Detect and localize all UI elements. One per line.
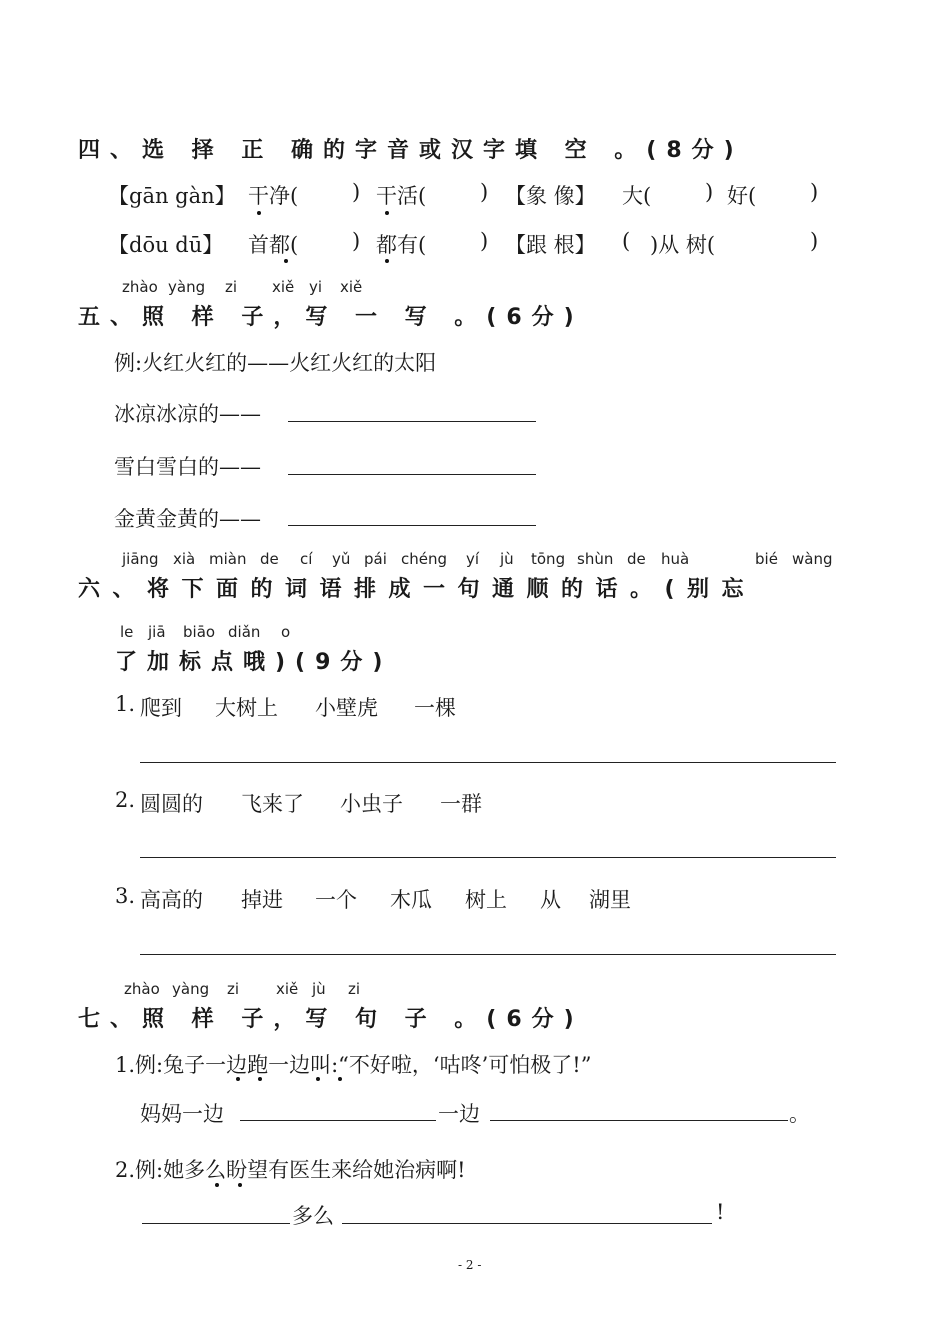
- prompt-end: !: [716, 1200, 725, 1224]
- word-chip: 小虫子: [340, 792, 403, 816]
- section-5-heading: 五、照 样 子，写 一 写 。(6分): [78, 305, 584, 330]
- word-chip: 飞来了: [241, 792, 304, 816]
- word-with-blank: 好(: [727, 184, 757, 208]
- word-chip: 湖里: [589, 888, 631, 912]
- emphasis-dot: [258, 1077, 262, 1081]
- answer-line[interactable]: [240, 1120, 436, 1121]
- prompt-start: 妈妈一边: [140, 1102, 224, 1126]
- answer-line[interactable]: [140, 857, 836, 858]
- section-4-heading: 四、选 择 正 确的字音或汉字填 空 。(8分): [78, 138, 744, 163]
- emphasis-dot: [385, 211, 389, 215]
- word-chip: 从: [540, 888, 561, 912]
- word-with-blank: 干活(: [376, 184, 427, 208]
- word-chip: 小壁虎: [315, 696, 378, 720]
- section-7-heading: 七、照 样 子，写 句 子 。(6分): [78, 1007, 584, 1032]
- blank-close: ): [352, 180, 361, 204]
- emphasis-dot: [316, 1077, 320, 1081]
- prompt-end: 。: [789, 1102, 810, 1126]
- pinyin-bracket: 【gān gàn】: [108, 184, 236, 208]
- word-with-blank: 都有(: [376, 233, 427, 257]
- char-bracket: 【跟 根】: [505, 233, 596, 257]
- example-sentence: 1.例:兔子一边跑一边叫:“不好啦，‘咕咚’可怕极了!”: [115, 1053, 592, 1077]
- answer-line[interactable]: [490, 1120, 788, 1121]
- phrase-prompt: 雪白雪白的——: [114, 455, 261, 479]
- word-chip: 一群: [440, 792, 482, 816]
- word-with-blank: )从 树(: [650, 233, 716, 257]
- blank-close: ): [352, 229, 361, 253]
- answer-line[interactable]: [288, 421, 536, 422]
- phrase-prompt: 金黄金黄的——: [114, 507, 261, 531]
- answer-line[interactable]: [140, 762, 836, 763]
- blank-close: ): [480, 229, 489, 253]
- answer-line[interactable]: [140, 954, 836, 955]
- page-number: - 2 -: [458, 1258, 482, 1272]
- emphasis-dot: [257, 211, 261, 215]
- blank-close: ): [705, 180, 714, 204]
- blank-close: ): [810, 229, 819, 253]
- section-6-heading: 六、将下面的词语排成一句通顺的话。(别忘: [78, 577, 757, 602]
- word-chip: 木瓜: [390, 888, 432, 912]
- word-chip: 爬到: [140, 696, 182, 720]
- word-chip: 大树上: [215, 696, 278, 720]
- emphasis-dot: [238, 1183, 242, 1187]
- answer-line[interactable]: [342, 1223, 712, 1224]
- emphasis-dot: [236, 1077, 240, 1081]
- word-chip: 高高的: [140, 888, 203, 912]
- word-with-blank: 首都(: [248, 233, 299, 257]
- answer-line[interactable]: [142, 1223, 290, 1224]
- word-chip: 一棵: [414, 696, 456, 720]
- section-6-heading-continued: 了加标点哦)(9分): [115, 650, 393, 675]
- emphasis-dot: [215, 1183, 219, 1187]
- example-sentence: 2.例:她多么盼望有医生来给她治病啊!: [115, 1158, 466, 1182]
- word-with-blank: 大(: [622, 184, 652, 208]
- blank-close: ): [810, 180, 819, 204]
- blank-open: (: [622, 229, 631, 253]
- word-chip: 一个: [315, 888, 357, 912]
- emphasis-dot: [385, 259, 389, 263]
- example-sentence: 例:火红火红的——火红火红的太阳: [114, 351, 437, 375]
- char-bracket: 【象 像】: [505, 184, 596, 208]
- prompt-middle: 多么: [292, 1204, 334, 1228]
- word-with-blank: 干净(: [248, 184, 299, 208]
- word-chip: 树上: [465, 888, 507, 912]
- pinyin-bracket: 【dōu dū】: [108, 233, 224, 257]
- answer-line[interactable]: [288, 525, 536, 526]
- emphasis-dot: [284, 259, 288, 263]
- emphasis-dot: [338, 1077, 342, 1081]
- blank-close: ): [480, 180, 489, 204]
- prompt-middle: 一边: [438, 1102, 480, 1126]
- word-chip: 掉进: [241, 888, 283, 912]
- phrase-prompt: 冰凉冰凉的——: [114, 402, 261, 426]
- word-chip: 圆圆的: [140, 792, 203, 816]
- answer-line[interactable]: [288, 474, 536, 475]
